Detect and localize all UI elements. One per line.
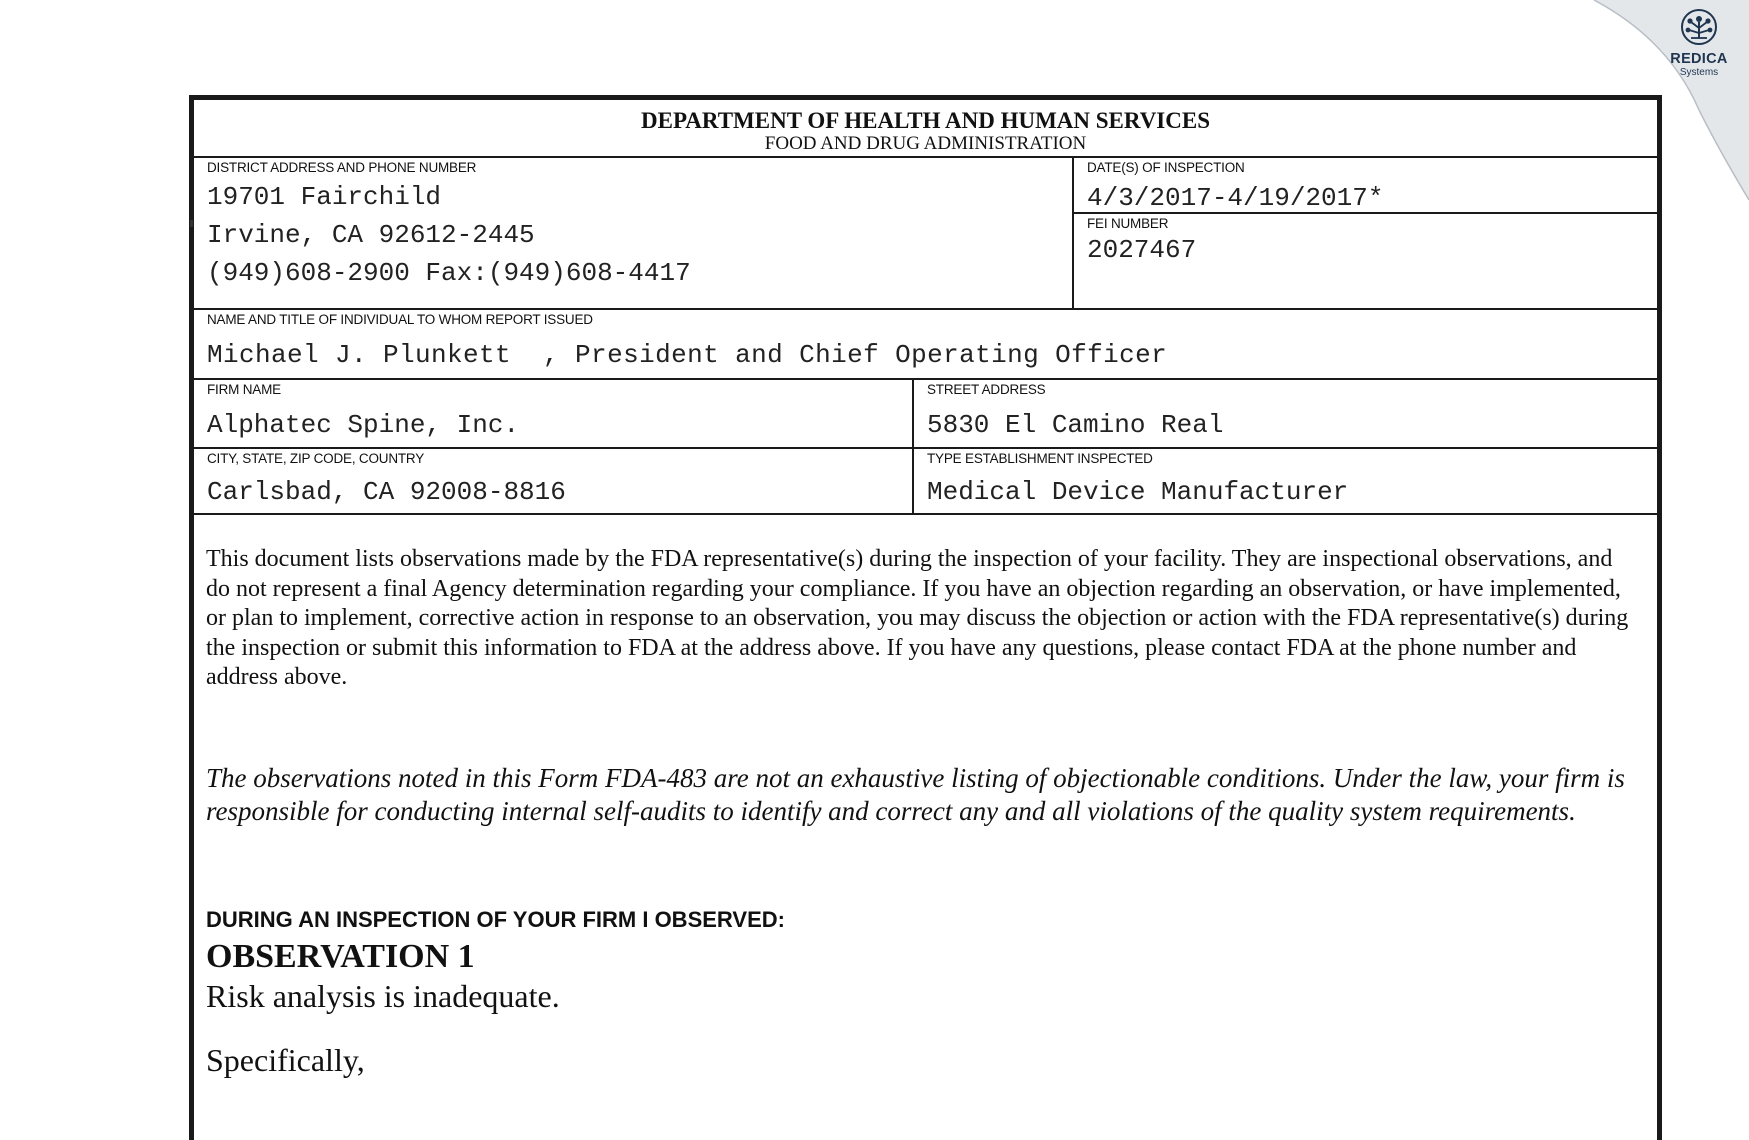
fda-483-form bbox=[189, 95, 1662, 1140]
firm-value: Alphatec Spine, Inc. bbox=[207, 410, 520, 440]
establishment-cell bbox=[912, 449, 1657, 513]
form-body bbox=[194, 515, 1657, 1079]
street-cell bbox=[912, 380, 1657, 447]
specifically-text: Specifically, bbox=[206, 1041, 365, 1078]
issued-to-cell bbox=[194, 310, 1657, 378]
firm-cell bbox=[194, 380, 912, 447]
intro-paragraph: This document lists observations made by the FDA representative(s) during the inspection of your facility. They are inspectional observations, and do not represent a final Agency determination regarding your compliance. If you have an objection regarding an observation, or have implemented, or plan to implement, corrective action in response to an observation, you may discuss the objection or action with the FDA representative(s) during the inspection or submit this information to FDA at the address above. If you have any questions, please contact FDA at the phone number and address above. bbox=[206, 546, 1629, 690]
department-title: DEPARTMENT OF HEALTH AND HUMAN SERVICES bbox=[641, 108, 1210, 133]
inspection-dates-label: DATE(S) OF INSPECTION bbox=[1087, 160, 1245, 175]
city-value: Carlsbad, CA 92008-8816 bbox=[207, 477, 566, 507]
agency-title: FOOD AND DRUG ADMINISTRATION bbox=[764, 133, 1087, 154]
inspection-dates-value: 4/3/2017-4/19/2017* bbox=[1087, 183, 1384, 213]
firm-row bbox=[194, 380, 1657, 449]
city-cell bbox=[194, 449, 912, 513]
district-line-1: 19701 Fairchild bbox=[207, 182, 442, 212]
district-line-3: (949)608-2900 Fax:(949)608-4417 bbox=[207, 258, 691, 288]
page-curl-logo bbox=[1549, 0, 1749, 200]
district-cell bbox=[194, 158, 1072, 308]
observation-title: OBSERVATION 1 bbox=[206, 937, 475, 975]
fei-cell bbox=[1074, 214, 1657, 267]
issued-to-row bbox=[194, 310, 1657, 380]
street-label: STREET ADDRESS bbox=[927, 382, 1046, 397]
issued-to-label: NAME AND TITLE OF INDIVIDUAL TO WHOM REPORT ISSUED bbox=[207, 312, 593, 327]
fei-value: 2027467 bbox=[1087, 235, 1197, 265]
logo-subtitle: Systems bbox=[1679, 67, 1719, 78]
city-label: CITY, STATE, ZIP CODE, COUNTRY bbox=[207, 451, 425, 466]
fei-label: FEI NUMBER bbox=[1087, 216, 1169, 231]
district-label: DISTRICT ADDRESS AND PHONE NUMBER bbox=[207, 160, 477, 175]
redica-logo bbox=[1657, 8, 1741, 78]
issued-to-value: Michael J. Plunkett , President and Chief Operating Officer bbox=[207, 340, 1168, 370]
establishment-value: Medical Device Manufacturer bbox=[927, 477, 1349, 507]
tree-network-icon bbox=[1680, 8, 1718, 46]
observation-text: Risk analysis is inadequate. bbox=[206, 977, 560, 1014]
logo-name: REDICA bbox=[1670, 51, 1728, 67]
firm-label: FIRM NAME bbox=[207, 382, 281, 397]
street-value: 5830 El Camino Real bbox=[927, 410, 1224, 440]
city-row bbox=[194, 449, 1657, 515]
form-header bbox=[194, 100, 1657, 158]
margin-tick-mark bbox=[190, 220, 193, 227]
district-line-2: Irvine, CA 92612-2445 bbox=[207, 220, 535, 250]
notice-paragraph: The observations noted in this Form FDA-483 are not an exhaustive listing of objectionable conditions. Under the law, your firm is responsible for conducting internal self-audits to identify and correct any and all violations of the quality system requirements. bbox=[206, 762, 1625, 826]
during-heading: DURING AN INSPECTION OF YOUR FIRM I OBSERVED: bbox=[206, 906, 785, 932]
district-row bbox=[194, 158, 1657, 310]
establishment-label: TYPE ESTABLISHMENT INSPECTED bbox=[927, 451, 1153, 466]
